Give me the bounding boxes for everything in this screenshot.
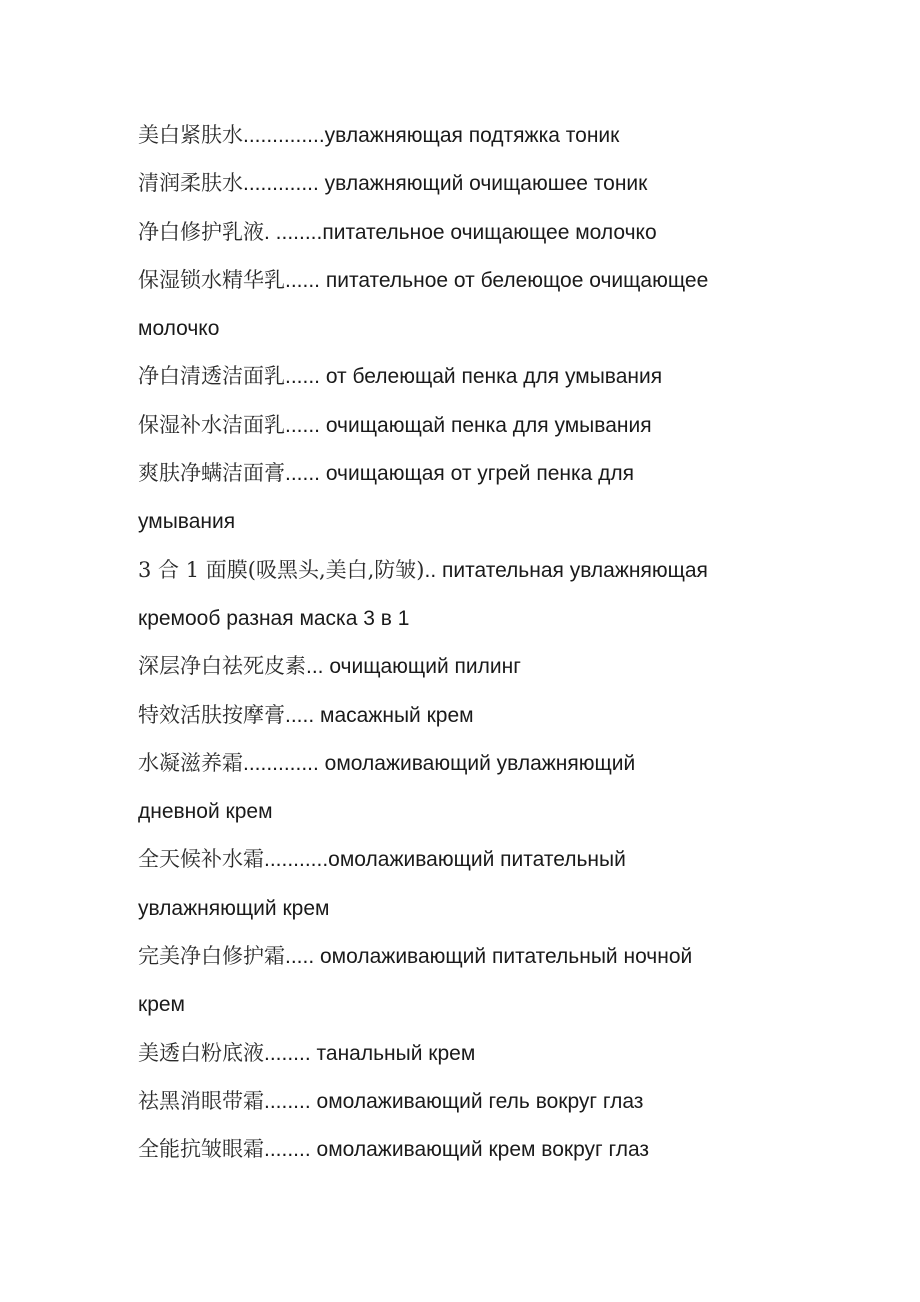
russian-description: .. питательная увлажняющая <box>424 558 708 582</box>
russian-description: ...... от белеющай пенка для умывания <box>285 365 663 389</box>
chinese-name: 深层净白祛死皮素 <box>138 654 306 679</box>
product-line-continuation <box>138 980 788 1028</box>
chinese-name: 完美净白修护霜 <box>138 944 285 969</box>
chinese-name: 净白修护乳液 <box>138 219 264 244</box>
russian-description: ...... питательное от белеющое очищающее <box>285 268 709 292</box>
russian-description: дневной крем <box>138 800 273 824</box>
russian-description: ........ омолаживающий крем вокруг глаз <box>264 1138 650 1162</box>
chinese-name: 清润柔肤水 <box>138 171 243 196</box>
product-line <box>138 1029 788 1077</box>
russian-description: крем <box>138 993 185 1017</box>
product-line <box>138 1125 788 1173</box>
russian-description: ..... масажный крем <box>285 703 474 727</box>
product-line <box>138 932 788 980</box>
russian-description: ............. увлажняющий очищаюшее тоник <box>243 172 648 196</box>
product-line <box>138 159 788 207</box>
russian-description: ..............увлажняющая подтяжка тоник <box>243 124 620 147</box>
product-line <box>138 691 788 739</box>
russian-description: умывания <box>138 510 236 534</box>
chinese-name: 保湿锁水精华乳 <box>138 267 285 292</box>
product-line <box>138 256 788 304</box>
russian-description: увлажняющий крем <box>138 896 330 920</box>
product-line-continuation <box>138 304 788 352</box>
russian-description: ............. омолаживающий увлажняющий <box>243 751 636 775</box>
russian-description: ...... очищающая от угрей пенка для <box>285 462 635 486</box>
russian-description: ... очищающий пилинг <box>306 655 521 679</box>
chinese-name: 全能抗皱眼霜 <box>138 1137 264 1162</box>
product-line <box>138 401 788 449</box>
chinese-name: 全天候补水霜 <box>138 847 264 872</box>
chinese-name: 爽肤净螨洁面膏 <box>138 461 285 486</box>
russian-description: ........ танальный крем <box>264 1041 476 1065</box>
chinese-name: 水凝滋养霜 <box>138 750 243 775</box>
russian-description: молочко <box>138 317 220 341</box>
russian-description: ..... омолаживающий питательный ночной <box>285 945 693 969</box>
russian-description: . ........питательное очищающее молочко <box>264 220 657 244</box>
chinese-name: 美白紧肤水 <box>138 123 243 147</box>
chinese-name: 特效活肤按摩膏 <box>138 702 285 727</box>
russian-description: ........ омолаживающий гель вокруг глаз <box>264 1089 644 1113</box>
russian-description: ...........омолаживающий питательный <box>264 848 626 872</box>
chinese-name: 保湿补水洁面乳 <box>138 412 285 437</box>
chinese-name: 美透白粉底液 <box>138 1040 264 1065</box>
document-body <box>138 111 788 1174</box>
product-line <box>138 352 788 400</box>
product-line-continuation <box>138 787 788 835</box>
russian-description: кремооб разная маска 3 в 1 <box>138 606 410 630</box>
product-line-continuation <box>138 594 788 642</box>
russian-description: ...... очищающай пенка для умывания <box>285 413 652 437</box>
chinese-name: 祛黑消眼带霜 <box>138 1088 264 1113</box>
chinese-name: 净白清透洁面乳 <box>138 364 285 389</box>
product-line <box>138 1077 788 1125</box>
product-line-continuation <box>138 497 788 545</box>
chinese-name: 3 合 1 面膜(吸黑头,美白,防皱) <box>138 557 425 582</box>
product-line <box>138 208 788 256</box>
product-line <box>138 546 788 594</box>
product-line <box>138 835 788 883</box>
product-line <box>138 111 788 159</box>
product-line <box>138 739 788 787</box>
product-line <box>138 449 788 497</box>
product-line-continuation <box>138 884 788 932</box>
product-line <box>138 642 788 690</box>
